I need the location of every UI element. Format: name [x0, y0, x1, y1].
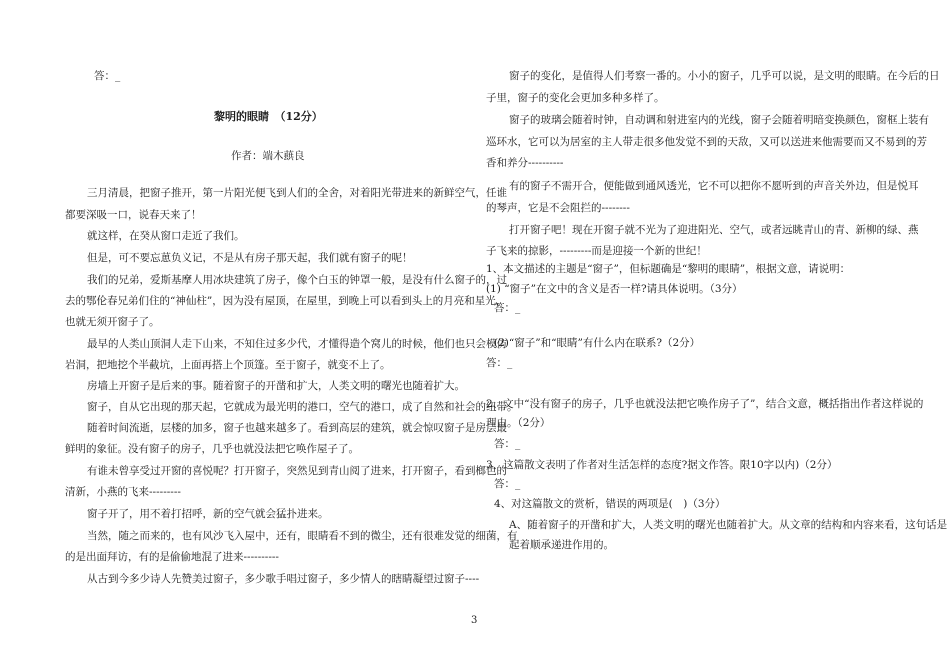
paragraph-line: 三月清晨，把窗子推开，第一片阳光便飞到人们的全舍，对着阳光带进来的新鲜空气，任谁 — [87, 187, 507, 199]
question-4: 4、对这篇散文的赏析，错误的两项是( )（3分） — [494, 498, 726, 510]
paragraph-line: 岩洞，把地挖个半截坑，上面再搭上个顶篷。至于窗子，就变不上了。 — [65, 359, 391, 371]
answer-line: 答：_ — [494, 302, 521, 314]
paragraph-line: 子里，窗子的变化会更加多种多样了。 — [486, 92, 665, 104]
paragraph-line: 窗子的变化，是值得人们考察一番的。小小的窗子，几乎可以说，是文明的眼睛。在今后的日 — [509, 70, 940, 82]
paragraph-line: 都要深吸一口，说春天来了！ — [65, 209, 202, 221]
question-2-cont: 理由。（2分） — [486, 417, 551, 429]
paragraph-line: 也就无须开窗子了。 — [65, 316, 160, 328]
question-1-1: (1) “窗子”在文中的含义是否一样?请具体说明。（3分） — [486, 283, 743, 295]
paragraph-line: 从古到今多少诗人先赞美过窗子，多少歌手唱过窗子，多少情人的瞎睛凝望过窗子---- — [87, 573, 480, 585]
paragraph-line: 打开窗子吧！现在开窗子就不光为了迎进阳光、空气，或者远眺青山的青、新柳的绿、燕 — [509, 224, 919, 236]
paragraph-line: 有谁未曾享受过开窗的喜悦呢？打开窗子，突然见到青山阅了进来，打开窗子，看到榔色的 — [87, 465, 507, 477]
paragraph-line: 香和养分---------- — [486, 157, 564, 169]
paragraph-line: 有的窗子不需开合，便能做到通风透光，它不可以把你不愿听到的声音关外边，但是悦耳 — [509, 180, 919, 192]
essay-author: 作者：端木蕻良 — [231, 150, 305, 162]
page-number: 3 — [471, 615, 478, 626]
question-1-intro: 1、本文描述的主题是“窗子”，但标题确是“黎明的眼睛”，根据文意，请说明： — [486, 263, 851, 275]
answer-line: 答：_ — [486, 357, 513, 369]
answer-line: 答：_ — [494, 478, 521, 490]
paragraph-line: 窗子的玻璃会随着时钟，自动调和射进室内的光线，窗子会随着明暗变换颜色，窗框上装有 — [509, 114, 929, 126]
paragraph-line: 鲜明的象征。没有窗子的房子，几乎也就没法把它唤作屋子了。 — [65, 443, 359, 455]
paragraph-line: 但是，可不要忘葸负义记，不是从有房子那天起，我们就有窗子的呢！ — [87, 252, 413, 264]
paragraph-line: 随着时间流逝，层楼的加多，窗子也越来越多了。看到高层的建筑，就会惊叹窗子是房层最 — [87, 422, 507, 434]
paragraph-line: 当然，随之而来的，也有风沙飞入屋中，还有，眼睛看不到的微尘，还有很难发觉的细菌，有 — [87, 530, 518, 542]
paragraph-line: 就这样，在癸从窗口走近了我们。 — [87, 230, 245, 242]
answer-line: 答：_ — [494, 438, 521, 450]
paragraph-line: 巡环水，它可以为居室的主人带走很多他发觉不到的天敌，又可以送进来他需要而又不易到的芳 — [486, 136, 927, 148]
paragraph-line: 窗子，自从它出现的那天起，它就成为最光明的港口，空气的港口，成了自然和社会的纽带。 — [87, 401, 518, 413]
answer-line: 答：_ — [94, 70, 121, 82]
paragraph-line: 子飞来的掠影，---------而是迎接一个新的世纪！ — [486, 245, 707, 257]
paragraph-line: 我们的兄弟，爱斯基摩人用冰块建筑了房子，像个白玉的钟罩一般，是没有什么窗子的，过 — [87, 274, 507, 286]
question-3: 3、这篇散文表明了作者对生活怎样的态度?据文作答。限10字以内)（2分） — [486, 459, 838, 471]
question-2: 2、文中“没有窗子的房子，几乎也就没法把它唤作房子了”，结合文意，概括指出作者这样说的 — [486, 398, 924, 410]
paragraph-line: 清新，小燕的飞来--------- — [65, 486, 181, 498]
essay-title: 黎明的眼睛 （12分） — [214, 110, 323, 123]
question-4-option-a: A、随着窗子的开凿和扩大，人类文明的曙光也随着扩大。从文章的结构和内容来看，这句话是 — [509, 519, 948, 531]
paragraph-line: 房墙上开窗子是后来的事。随着窗子的开凿和扩大，人类文明的曙光也随着扩大。 — [87, 380, 465, 392]
paragraph-line: 的是出面拜访，有的是偷偷地混了进来---------- — [65, 551, 279, 563]
paragraph-line: 窗子开了，用不着打招呼，新的空气就会猛扑进来。 — [87, 508, 329, 520]
paragraph-line: 的琴声，它是不会阻拦的-------- — [486, 202, 630, 214]
paragraph-line: 去的鄂伦春兄弟们住的“神仙柱”，因为没有屋顶，在屋里，到晚上可以看到头上的月亮和星光， — [65, 295, 507, 307]
question-1-2: (2)“窗子”和“眼睛”有什么内在联系?（2分） — [494, 337, 701, 349]
question-4-option-a-cont: 起着顺承递进作用的。 — [509, 539, 614, 551]
paragraph-line: 最早的人类山顶洞人走下山来，不知住过多少代，才懂得造个窝儿的时候，他们也只会模仿 — [87, 338, 507, 350]
